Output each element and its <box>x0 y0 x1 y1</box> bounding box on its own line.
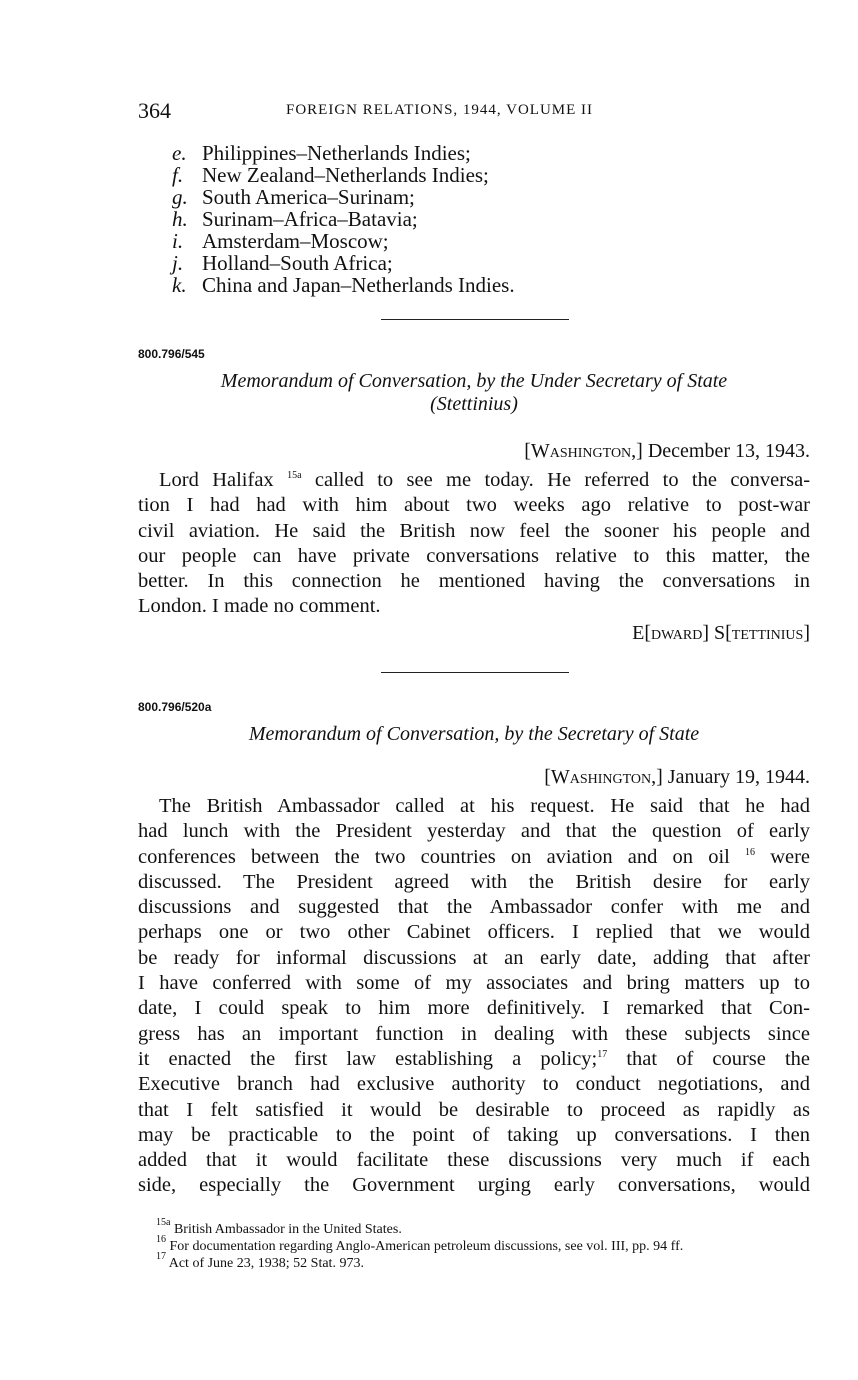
text-line: had lunch with the President yesterday and that the question of early <box>138 820 810 843</box>
country-route-list <box>172 142 792 296</box>
text-line: discussions and suggested that the Ambassador confer with me and <box>138 896 810 919</box>
text-line: discussed. The President agreed with the British desire for early <box>138 870 810 893</box>
text-line: better. In this connection he mentioned having the conversations in <box>138 570 810 593</box>
list-item: i. Amsterdam–Moscow; <box>172 229 389 253</box>
text-line: The British Ambassador called at his request. He said that he had <box>159 795 810 817</box>
running-title: FOREIGN RELATIONS, 1944, VOLUME II <box>286 102 594 118</box>
footnote-ref: 15a <box>287 470 302 481</box>
text-line: it enacted the first law establishing a policy;$^{17}$ that of course the <box>138 1047 810 1070</box>
list-item: e. Philippines–Netherlands Indies; <box>172 141 471 165</box>
footnote: $^{17}$ Act of June 23, 1938; 52 Stat. 973. <box>156 1251 364 1271</box>
memo-body <box>138 794 810 1199</box>
text-line: be ready for informal discussions at an early date, adding that after <box>138 946 810 969</box>
section-divider <box>381 672 569 673</box>
text-line: perhaps one or two other Cabinet officers. I replied that we would <box>138 921 810 944</box>
text-line: that I felt satisfied it would be desirable to proceed as rapidly as <box>138 1098 810 1121</box>
memo-body <box>138 468 810 620</box>
list-item: h. Surinam–Africa–Batavia; <box>172 207 418 231</box>
footnote-ref: 16 <box>745 846 756 858</box>
text-line: side, especially the Government urging early conversations, would <box>138 1174 810 1197</box>
list-item: g. South America–Surinam; <box>172 185 415 209</box>
text-line: conferences between the two countries on aviation and on oil $^{16}$ were <box>138 845 811 868</box>
dateline: [Washington,] December 13, 1943. <box>524 440 810 462</box>
text-line: gress has an important function in dealing with these subjects since <box>138 1022 810 1045</box>
footnote: $^{16}$ For documentation regarding Anglo-American petroleum discussions, see vol. III, pp. 94 ff. <box>156 1234 684 1254</box>
signature: E[dward] S[tettinius] <box>632 622 810 644</box>
text-line: I have conferred with some of my associates and bring matters up to <box>138 972 810 995</box>
footnotes <box>138 1217 810 1272</box>
list-item: k. China and Japan–Netherlands Indies. <box>172 273 515 297</box>
section-divider <box>381 319 569 320</box>
text-line: Executive branch had exclusive authority to conduct negotiations, and <box>138 1073 810 1096</box>
footnote-ref: 17 <box>597 1048 608 1060</box>
running-header <box>138 98 818 128</box>
text-line: added that it would facilitate these discussions very much if each <box>138 1149 810 1172</box>
text-line: Lord Halifax $^{15a}$ called to see me today. He referred to the conversa- <box>159 469 811 491</box>
memo-title: Memorandum of Conversation, by the Secretary of State <box>248 723 700 745</box>
text-line: date, I could speak to him more definitively. I remarked that Con- <box>138 997 810 1020</box>
text-line: tion I had had with him about two weeks ago relative to post-war <box>138 494 810 517</box>
file-number: 800.796/520a <box>138 700 212 714</box>
dateline: [Washington,] January 19, 1944. <box>544 766 810 788</box>
footnote: $^{15a}$ British Ambassador in the United States. <box>156 1217 402 1237</box>
memo-title: Memorandum of Conversation, by the Under Secretary of State (Stettinius) <box>220 370 728 415</box>
text-line: London. I made no comment. <box>138 595 381 618</box>
text-line: civil aviation. He said the British now feel the sooner his people and <box>138 519 810 542</box>
list-item: j. Holland–South Africa; <box>172 251 393 275</box>
page-number: 364 <box>138 98 171 123</box>
list-item: f. New Zealand–Netherlands Indies; <box>172 163 489 187</box>
text-line: our people can have private conversations relative to this matter, the <box>138 544 810 567</box>
text-line: may be practicable to the point of taking up conversations. I then <box>138 1123 810 1146</box>
file-number: 800.796/545 <box>138 347 205 361</box>
